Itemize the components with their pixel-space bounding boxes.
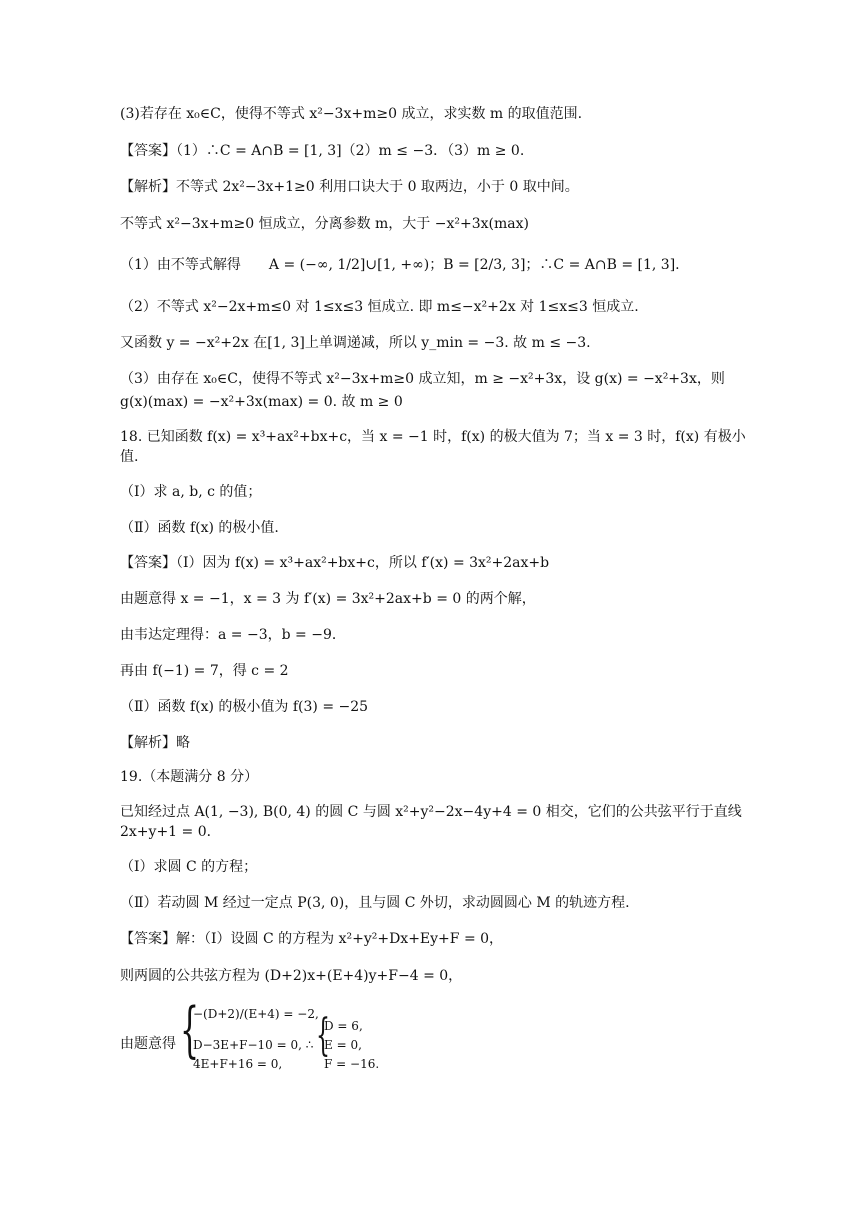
q18-stem: 18. 已知函数 f(x) = x³+ax²+bx+c，当 x = −1 时，f(x) 的极大值为 7；当 x = 3 时，f(x) 有极小值. xyxy=(120,429,746,465)
solution-f: F = −16. xyxy=(324,1057,380,1071)
q19-stem: 已知经过点 A(1, −3), B(0, 4) 的圆 C 与圆 x²+y²−2x−4y+4 = 0 相交，它们的公共弦平行于直线 2x+y+1 = 0． xyxy=(120,804,742,840)
q17-analysis: 【解析】不等式 2x²−3x+1≥0 利用口诀大于 0 取两边，小于 0 取中间。 xyxy=(120,179,579,195)
right-brace: { xyxy=(316,1010,330,1061)
q18-part2: （Ⅱ）函数 f(x) 的极小值. xyxy=(120,520,279,536)
q18-step2: 由韦达定理得：a = −3，b = −9． xyxy=(120,627,346,643)
q17-part3: (3)若存在 x₀∈C，使得不等式 x²−3x+m≥0 成立，求实数 m 的取值范围. xyxy=(120,106,583,122)
q17-step3b: g(x)(max) = −x²+3x(max) = 0. 故 m ≥ 0 xyxy=(120,394,403,410)
solution-d: D = 6, xyxy=(324,1019,363,1033)
q19-part1: （Ⅰ）求圆 C 的方程； xyxy=(120,859,258,875)
system-eq-2: D−3E+F−10 = 0, ∴ xyxy=(193,1038,314,1052)
q17-answer: 【答案】（1）∴C = A∩B = [1, 3]（2）m ≤ −3．（3）m ≥ 0. xyxy=(120,143,525,159)
left-brace: { xyxy=(180,995,200,1065)
q17-step2b: 又函数 y = −x²+2x 在[1, 3]上单调递减，所以 y_min = −3. 故 m ≤ −3. xyxy=(120,335,591,351)
q19-step1: 则两圆的公共弦方程为 (D+2)x+(E+4)y+F−4 = 0， xyxy=(120,968,463,984)
q17-step3: （3）由存在 x₀∈C，使得不等式 x²−3x+m≥0 成立知，m ≥ −x²+3x，设 g(x) = −x²+3x，则 xyxy=(120,371,725,387)
system-prefix: 由题意得 xyxy=(120,1036,176,1052)
q19-part2: （Ⅱ）若动圆 M 经过一定点 P(3, 0)，且与圆 C 外切，求动圆圆心 M 的轨迹方程. xyxy=(120,895,630,911)
q17-step2: （2）不等式 x²−2x+m≤0 对 1≤x≤3 恒成立. 即 m≤−x²+2x 对 1≤x≤3 恒成立. xyxy=(120,299,639,315)
q18-step3: 再由 f(−1) = 7，得 c = 2 xyxy=(120,663,289,679)
q19-title: 19.（本题满分 8 分） xyxy=(120,769,259,785)
q17-step1: （1）由不等式解得 A = (−∞, 1/2]∪[1, +∞)；B = [2/3, 3]；∴C = A∩B = [1, 3]. xyxy=(120,257,680,273)
q19-answer: 【答案】解：（Ⅰ）设圆 C 的方程为 x²+y²+Dx+Ey+F = 0， xyxy=(120,931,504,947)
q18-analysis: 【解析】略 xyxy=(120,735,190,751)
solution-e: E = 0, xyxy=(324,1038,362,1052)
system-eq-3: 4E+F+16 = 0, xyxy=(193,1057,283,1071)
q18-step4: （Ⅱ）函数 f(x) 的极小值为 f(3) = −25 xyxy=(120,699,369,715)
q18-part1: （Ⅰ）求 a, b, c 的值； xyxy=(120,484,262,500)
q18-step1: 由题意得 x = −1，x = 3 为 f′(x) = 3x²+2ax+b = 0 的两个解， xyxy=(120,591,536,607)
q17-analysis-2: 不等式 x²−3x+m≥0 恒成立，分离参数 m，大于 −x²+3x(max) xyxy=(120,216,529,232)
system-eq-1: −(D+2)/(E+4) = −2, xyxy=(193,1007,319,1021)
q18-answer: 【答案】（Ⅰ）因为 f(x) = x³+ax²+bx+c，所以 f′(x) = 3x²+2ax+b xyxy=(120,555,550,571)
